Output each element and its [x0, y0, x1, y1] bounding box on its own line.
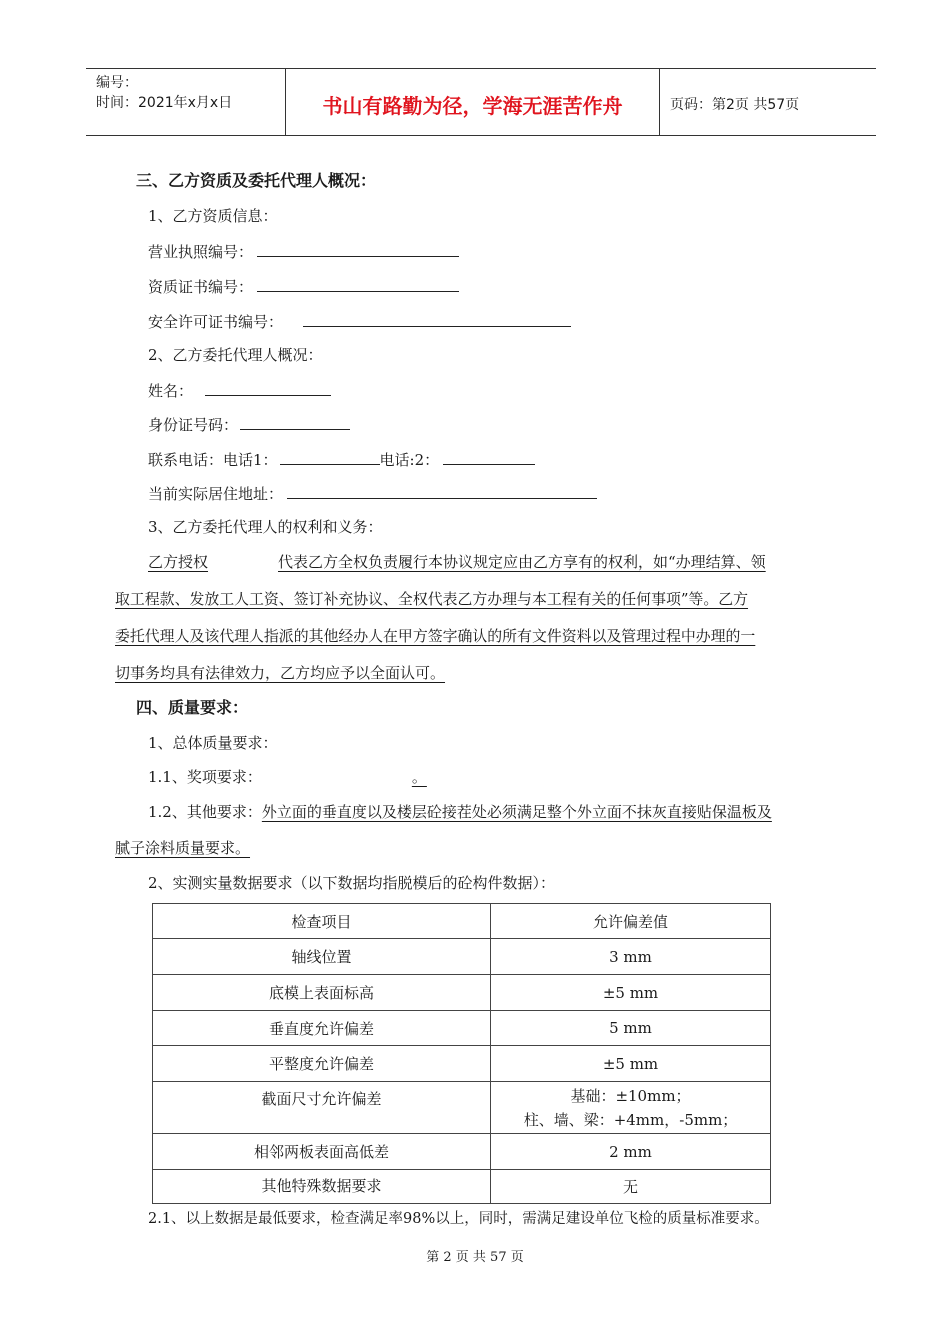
phone-label: 联系电话：电话1：: [148, 451, 278, 469]
table-cell-value: [491, 1082, 771, 1134]
cert-field: [148, 275, 459, 298]
safety-field: [148, 310, 571, 333]
authorization-line-2: 取工程款、发放工人工资、签订补充协议、全权代表乙方办理与本工程有关的任何事项”等。乙方: [115, 590, 749, 608]
name-label: 姓名：: [148, 382, 194, 400]
phone1-blank: [280, 448, 380, 465]
table-row: [153, 1011, 771, 1046]
table-cell-value-line-2: 柱、墙、梁：+4mm，-5mm；: [523, 1110, 738, 1129]
header-time: 时间：2021年x月x日: [96, 95, 233, 111]
cert-label: 资质证书编号：: [148, 278, 254, 296]
table-cell-value-line-1: 基础：±10mm；: [570, 1086, 691, 1105]
tolerance-table: [152, 903, 771, 1204]
id-field: [148, 413, 350, 436]
section-3-item-3: 3、乙方委托代理人的权利和义务：: [148, 518, 383, 536]
section-3-heading: 三、乙方资质及委托代理人概况：: [136, 171, 377, 190]
table-row: [153, 939, 771, 975]
table-row: [153, 1046, 771, 1082]
id-label: 身份证号码：: [148, 416, 239, 434]
section-3-item-2: 2、乙方委托代理人概况：: [148, 346, 323, 364]
header-meta: [86, 69, 286, 135]
table-cell-value: 无: [491, 1170, 771, 1204]
section-4-item-1: 1、总体质量要求：: [148, 734, 278, 752]
table-cell-item: 平整度允许偏差: [153, 1046, 491, 1082]
award-field: [148, 766, 437, 788]
section-4-note: 2.1、以上数据是最低要求，检查满足率98%以上，同时，需满足建设单位飞检的质量标准要求。: [148, 1211, 769, 1227]
license-blank: [257, 240, 459, 257]
section-4-heading: 四、质量要求：: [136, 698, 249, 717]
table-cell-item: 截面尺寸允许偏差: [153, 1082, 491, 1134]
other-requirements-line-1: [148, 801, 772, 823]
safety-label: 安全许可证书编号：: [148, 313, 284, 331]
table-row: [153, 975, 771, 1011]
table-cell-item: 其他特殊数据要求: [153, 1170, 491, 1204]
authorization-prefix: 乙方授权: [148, 553, 209, 571]
address-blank: [287, 482, 597, 499]
safety-blank: [303, 310, 571, 327]
table-cell-value: 3 mm: [491, 939, 771, 975]
page-footer: 第 2 页 共 57 页: [426, 1250, 524, 1265]
header-page-info: 页码：第2页 共57页: [670, 97, 800, 113]
phone-field: [148, 448, 535, 471]
address-label: 当前实际居住地址：: [148, 485, 284, 503]
table-cell-value: 2 mm: [491, 1134, 771, 1170]
phone2-blank: [443, 448, 535, 465]
address-field: [148, 482, 597, 505]
other-requirements-line-2: 腻子涂料质量要求。: [115, 839, 251, 857]
table-cell-item: 轴线位置: [153, 939, 491, 975]
authorization-rest: 代表乙方全权负责履行本协议规定应由乙方享有的权利，如“办理结算、领: [278, 553, 766, 571]
name-blank: [205, 379, 331, 396]
header-number: 编号：: [96, 75, 138, 91]
section-3-item-1: 1、乙方资质信息：: [148, 207, 278, 225]
award-label: 1.1、奖项要求：: [148, 768, 262, 786]
table-row: [153, 1082, 771, 1134]
authorization-line-4: 切事务均具有法律效力，乙方均应予以全面认可。: [115, 664, 446, 682]
authorization-line-3: 委托代理人及该代理人指派的其他经办人在甲方签字确认的所有文件资料以及管理过程中办理的一: [115, 627, 756, 645]
table-cell-item: 底模上表面标高: [153, 975, 491, 1011]
header-motto: 书山有路勤为径，学海无涯苦作舟: [286, 69, 660, 135]
page-header: [86, 68, 876, 136]
license-label: 营业执照编号：: [148, 243, 254, 261]
phone2-label: 电话:2：: [379, 451, 440, 469]
license-field: [148, 240, 459, 263]
table-cell-value: ±5 mm: [491, 1046, 771, 1082]
other-requirements-label: 1.2、其他要求：: [148, 803, 262, 821]
id-blank: [240, 413, 350, 430]
table-cell-item: 垂直度允许偏差: [153, 1011, 491, 1046]
authorization-line-1: [148, 551, 766, 573]
table-cell-item: 相邻两板表面高低差: [153, 1134, 491, 1170]
cert-blank: [257, 275, 459, 292]
table-row: [153, 1134, 771, 1170]
table-header-value: 允许偏差值: [491, 904, 771, 939]
table-cell-value: 5 mm: [491, 1011, 771, 1046]
authorization-blank: [208, 551, 278, 573]
table-header-row: [153, 904, 771, 939]
table-cell-value: ±5 mm: [491, 975, 771, 1011]
section-4-item-2: 2、实测实量数据要求（以下数据均指脱模后的砼构件数据）：: [148, 874, 556, 892]
table-row: [153, 1170, 771, 1204]
award-value: 。: [411, 768, 427, 786]
name-field: [148, 379, 331, 402]
table-header-item: 检查项目: [153, 904, 491, 939]
other-requirements-text: 外立面的垂直度以及楼层砼接茬处必须满足整个外立面不抹灰直接贴保温板及: [261, 803, 772, 821]
